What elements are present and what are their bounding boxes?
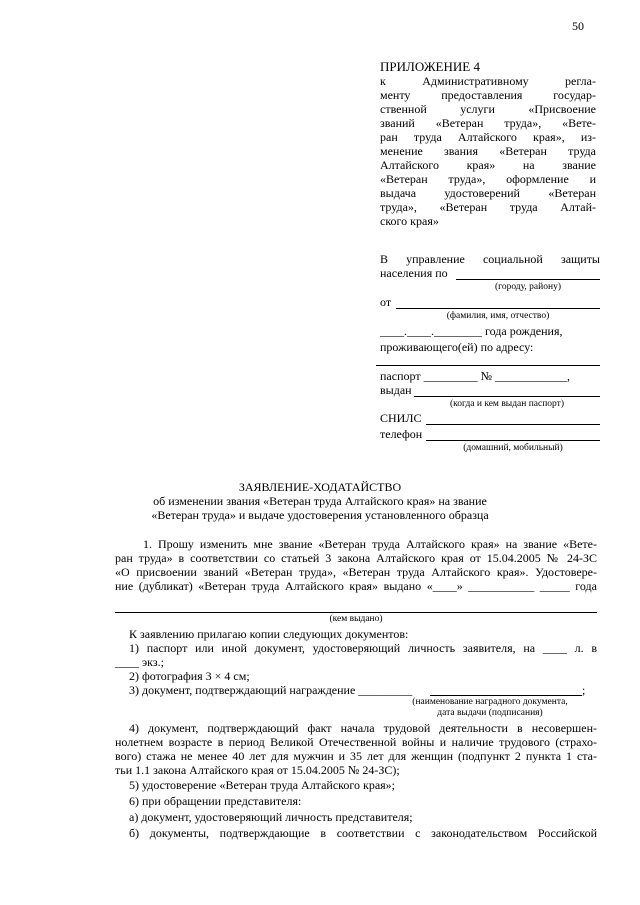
paragraph-line: ран труда» в соответствии со статьей 3 закона Алтайского края от 15.04.2005 № 24-ЗС: [115, 551, 597, 565]
district-input-line[interactable]: [456, 279, 600, 280]
item-line: 4) документ, подтверждающий факт начала трудовой деятельности в несовершен-: [129, 721, 597, 735]
from-label: от: [380, 295, 392, 309]
attachment-item-6b: б) документы, подтверждающие в соответствии с законодательством Российской: [129, 826, 597, 840]
attachment-item-3: 3) документ, подтверждающий награждение _________: [129, 683, 413, 697]
attachment-item-6a: а) документ, удостоверяющий личность представителя;: [129, 810, 413, 824]
appendix-line: ственной услуги «Присвоение: [380, 102, 596, 116]
issued-label: выдан: [380, 383, 412, 397]
phone-caption: (домашний, мобильный): [463, 443, 563, 453]
passport-line[interactable]: паспорт _________ № ____________,: [380, 369, 571, 383]
addressee-to-line1: В управление социальной защиты: [380, 252, 600, 266]
appendix-title: ПРИЛОЖЕНИЕ 4: [380, 59, 480, 74]
attachment-item-2: 2) фотография 3 × 4 см;: [129, 669, 250, 683]
request-paragraph: [115, 537, 597, 593]
document-subtitle: «Ветеран труда» и выдаче удостоверения установленного образца: [151, 508, 489, 522]
passport-issued-input-line[interactable]: [414, 396, 600, 397]
item-line: вого) стажа не менее 40 лет для мужчин и 35 лет для женщин (подпункт 2 пункта 1 ста-: [115, 749, 597, 763]
item-line: 1) паспорт или иной документ, удостоверяющий личность заявителя, на ____ л. в: [129, 641, 597, 655]
full-name-input-line[interactable]: [396, 308, 600, 309]
appendix-line: менту предоставления государ-: [380, 88, 596, 102]
addressee-to-line2: населения по: [380, 266, 448, 280]
birth-date-line[interactable]: ____.____.________ года рождения,: [380, 324, 563, 338]
document-subtitle: об изменении звания «Ветеран труда Алтайского края» на звание: [153, 494, 487, 508]
award-document-caption: дата выдачи (подписания): [437, 708, 543, 718]
page-number: 50: [572, 19, 584, 33]
appendix-line: к Административному регла-: [380, 74, 596, 88]
appendix-line: Алтайского края» на звание: [380, 158, 596, 172]
paragraph-line: ние (дубликат) «Ветеран труда Алтайского края» выдано «____» ___________ _____ года: [115, 579, 597, 593]
award-document-input-line[interactable]: [430, 695, 582, 696]
appendix-line: труда», «Ветеран труда Алтай-: [380, 200, 596, 214]
attachment-item-4: [115, 721, 597, 777]
phone-input-line[interactable]: [426, 440, 600, 441]
passport-issued-caption: (когда и кем выдан паспорт): [449, 399, 564, 409]
appendix-block: [380, 59, 596, 228]
document-title: ЗАЯВЛЕНИЕ-ХОДАТАЙСТВО: [238, 480, 402, 494]
paragraph-line: «О присвоении званий «Ветеран труда», «Ветеран труда Алтайского края». Удостовере-: [115, 565, 597, 579]
appendix-line: званий «Ветеран труда», «Вете-: [380, 116, 596, 130]
snils-label: СНИЛС: [380, 411, 422, 425]
paragraph-line: 1. Прошу изменить мне звание «Ветеран труда Алтайского края» на звание «Вете-: [143, 537, 597, 551]
attachment-item-5: 5) удостоверение «Ветеран труда Алтайского края»;: [129, 778, 396, 792]
issued-by-input-line[interactable]: [115, 612, 597, 613]
attachment-item-1: [115, 641, 597, 669]
appendix-line: ран труда Алтайского края», из-: [380, 130, 596, 144]
item-line: ____ экз.;: [115, 655, 164, 669]
district-caption: (городу, району): [495, 282, 561, 292]
attachments-intro: К заявлению прилагаю копии следующих документов:: [129, 627, 409, 641]
item-line: тьи 1.1 закона Алтайского края от 15.04.2005 № 24-ЗС);: [115, 763, 400, 777]
address-input-line[interactable]: [376, 365, 600, 366]
appendix-line: менение звания «Ветеран труда: [380, 144, 596, 158]
residing-label: проживающего(ей) по адресу:: [380, 340, 534, 354]
attachment-item-6: 6) при обращении представителя:: [129, 794, 302, 808]
full-name-caption: (фамилия, имя, отчество): [446, 311, 550, 321]
snils-input-line[interactable]: [426, 424, 600, 425]
phone-label: телефон: [380, 427, 423, 441]
item-line: нолетнем возрасте в период Великой Отечественной войны и наличие трудового (страхо-: [115, 735, 597, 749]
award-document-caption: (наименование наградного документа,: [412, 697, 568, 707]
item3-semicolon: ;: [582, 683, 586, 697]
appendix-line: «Ветеран труда», оформление и: [380, 172, 596, 186]
appendix-line: ского края»: [380, 214, 439, 228]
appendix-line: выдача удостоверений «Ветеран: [380, 186, 596, 200]
issued-by-caption: (кем выдано): [329, 614, 383, 624]
